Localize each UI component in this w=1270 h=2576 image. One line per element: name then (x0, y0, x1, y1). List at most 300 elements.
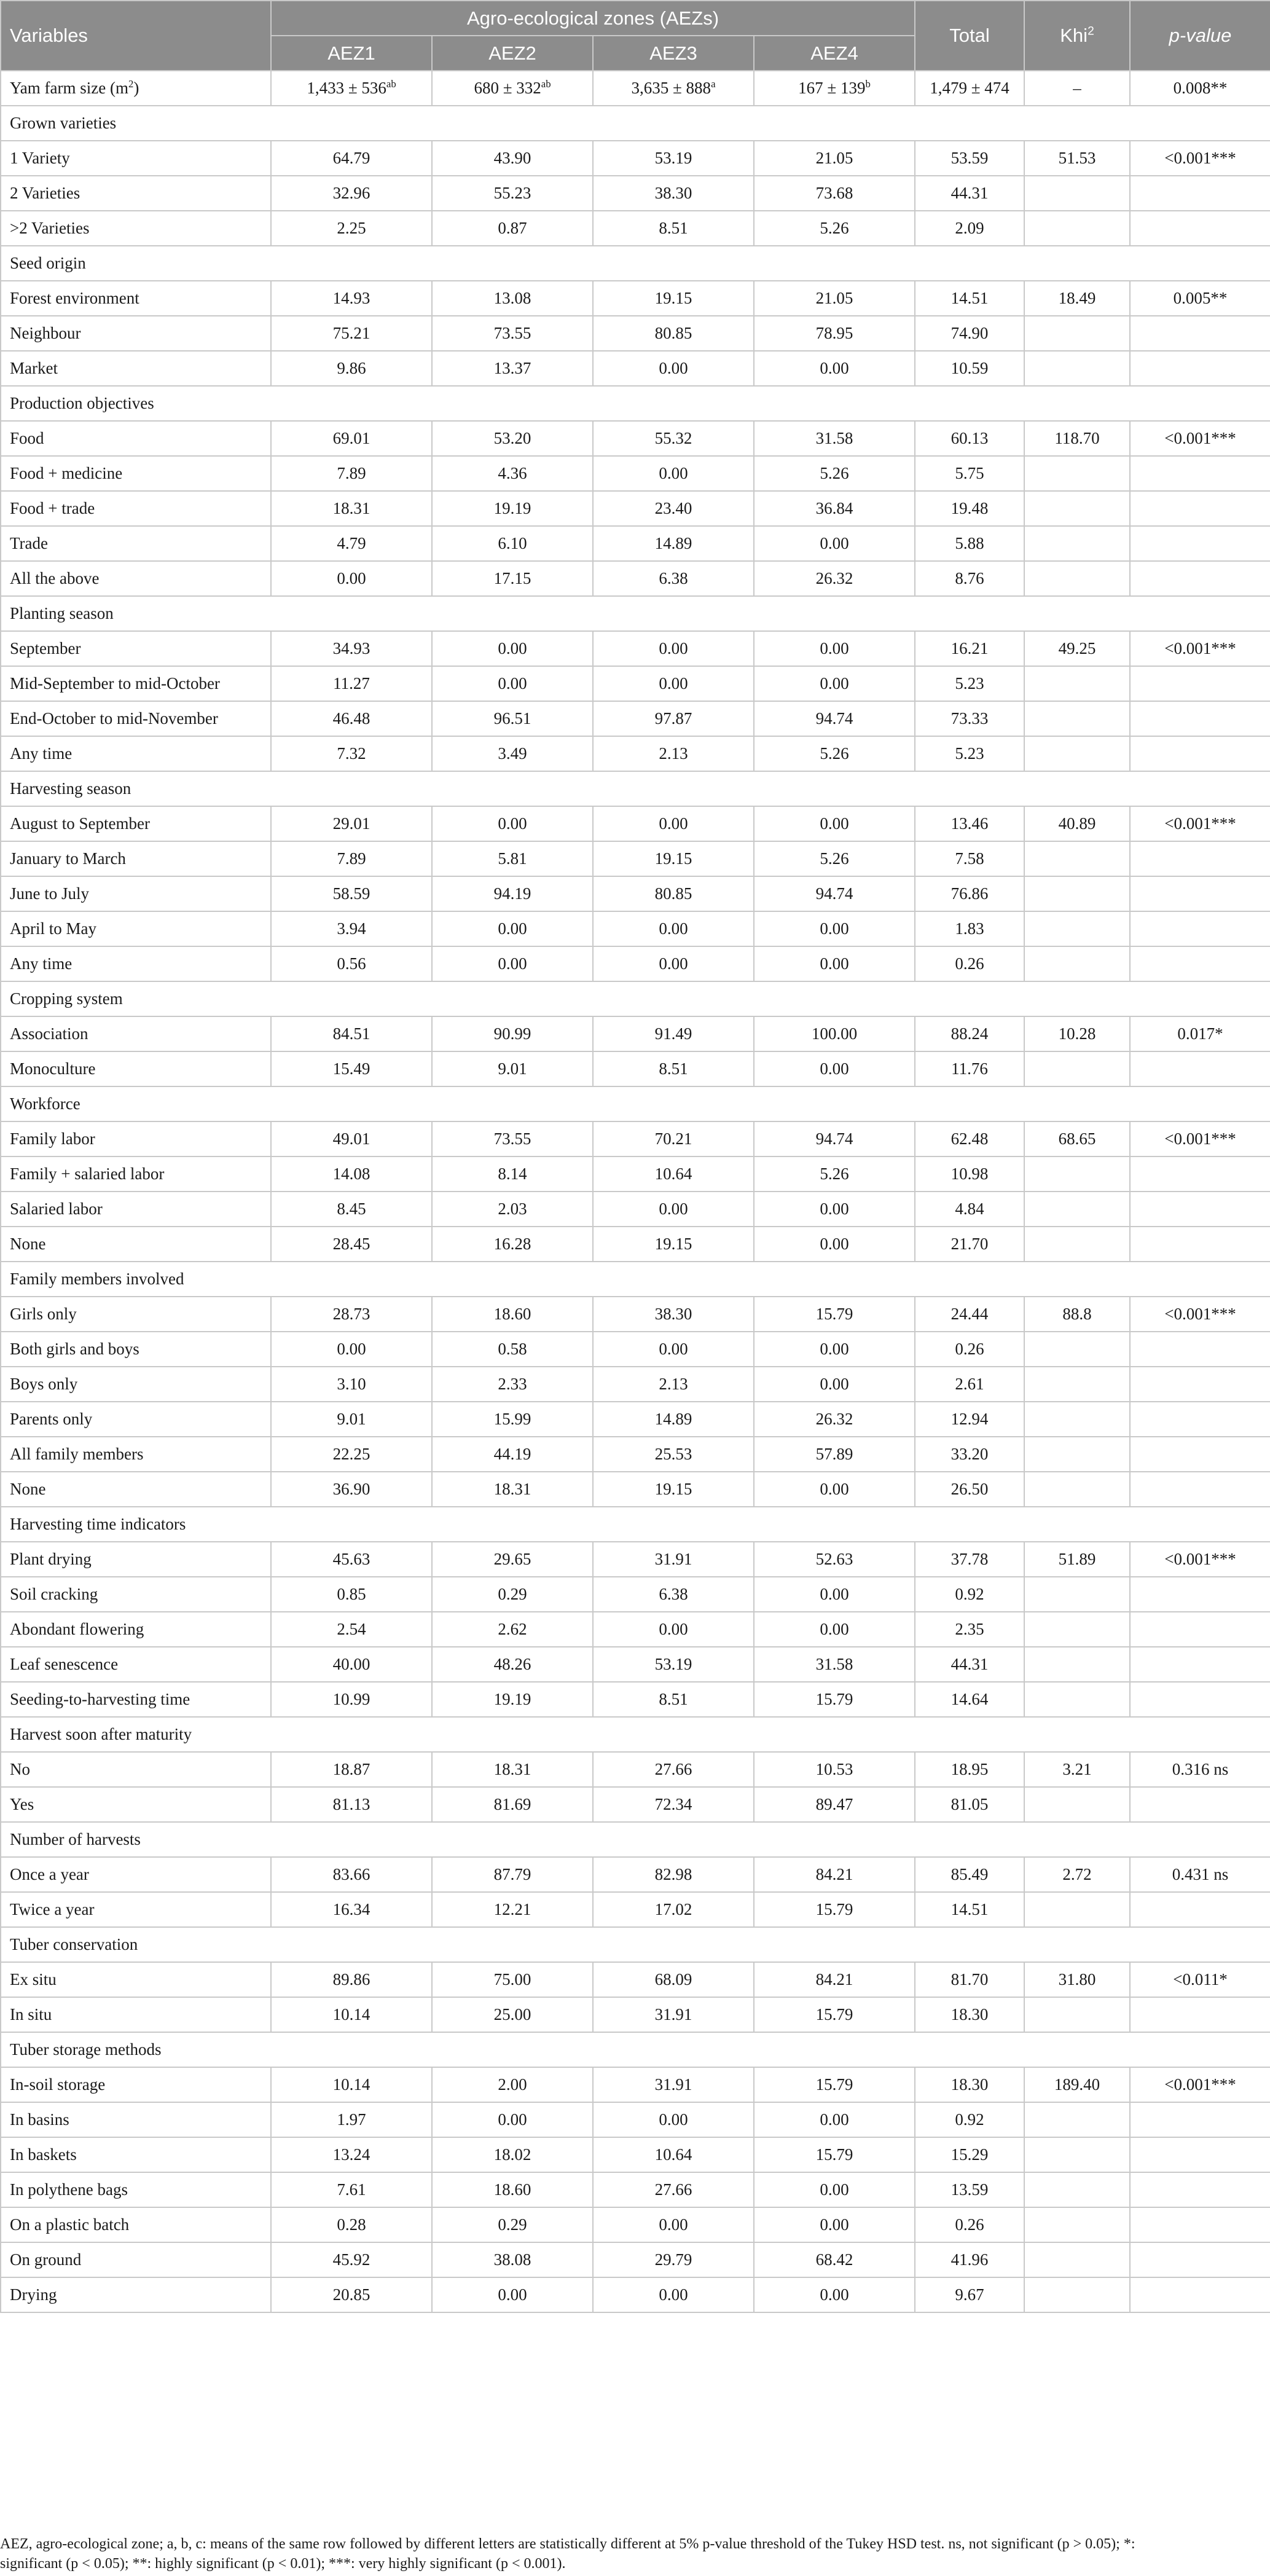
cell-aez1: 64.79 (271, 141, 432, 176)
cell-total: 0.92 (915, 2102, 1024, 2137)
row-label: Leaf senescence (1, 1647, 271, 1682)
cell-aez2: 0.00 (432, 806, 593, 841)
row-label: Boys only (1, 1367, 271, 1402)
table-row (1, 666, 1270, 701)
table-row (1, 351, 1270, 386)
cell-aez4: 21.05 (754, 281, 915, 316)
table-row (1, 1367, 1270, 1402)
cell-khi: 40.89 (1024, 806, 1130, 841)
cell-aez3: 0.00 (593, 2102, 754, 2137)
cell-aez3: 97.87 (593, 701, 754, 736)
farm-size-label-text: Yam farm size (m (10, 79, 128, 97)
cell-aez1: 8.45 (271, 1192, 432, 1227)
cell-aez2: 73.55 (432, 316, 593, 351)
row-label: Any time (1, 736, 271, 771)
cell-pvalue: 0.005** (1130, 281, 1270, 316)
cell-aez4: 0.00 (754, 666, 915, 701)
cell-aez1: 40.00 (271, 1647, 432, 1682)
row-label: Ex situ (1, 1962, 271, 1997)
cell-aez2: 44.19 (432, 1437, 593, 1472)
cell-khi (1024, 2172, 1130, 2207)
cell-total: 60.13 (915, 421, 1024, 456)
section-header-row (1, 246, 1270, 281)
cell-khi (1024, 1156, 1130, 1192)
table-row (1, 1051, 1270, 1086)
header-khi (1024, 1, 1130, 71)
table-row (1, 1297, 1270, 1332)
cell-khi (1024, 491, 1130, 526)
cell-khi (1024, 176, 1130, 211)
row-label: Neighbour (1, 316, 271, 351)
section-header-row (1, 981, 1270, 1016)
cell-total: 7.58 (915, 841, 1024, 876)
table-row (1, 1192, 1270, 1227)
cell-aez4: 26.32 (754, 1402, 915, 1437)
table-row (1, 561, 1270, 596)
cell-aez1: 81.13 (271, 1787, 432, 1822)
cell-aez2: 73.55 (432, 1121, 593, 1156)
cell-khi (1024, 1437, 1130, 1472)
cell-khi: 2.72 (1024, 1857, 1130, 1892)
cell-pvalue: 0.316 ns (1130, 1752, 1270, 1787)
row-label: On ground (1, 2242, 271, 2277)
cell-aez1: 16.34 (271, 1892, 432, 1927)
cell-khi (1024, 1787, 1130, 1822)
cell-aez1: 7.32 (271, 736, 432, 771)
farm-size-value: 167 ± 139 (798, 79, 866, 97)
cell-aez1: 0.00 (271, 1332, 432, 1367)
cell-aez3: 19.15 (593, 281, 754, 316)
cell-pvalue (1130, 1367, 1270, 1402)
khi-label: Khi (1060, 25, 1088, 46)
cell-aez4: 15.79 (754, 2137, 915, 2172)
cell-aez4: 0.00 (754, 1472, 915, 1507)
cell-aez2: 8.14 (432, 1156, 593, 1192)
cell-aez3: 0.00 (593, 456, 754, 491)
table-row (1, 211, 1270, 246)
cell-pvalue (1130, 1156, 1270, 1192)
table-row (1, 2137, 1270, 2172)
header-aez3: AEZ3 (593, 36, 754, 71)
cell-aez4: 94.74 (754, 1121, 915, 1156)
cell-aez2: 2.33 (432, 1367, 593, 1402)
cell-aez4: 0.00 (754, 911, 915, 946)
section-title: Grown varieties (1, 106, 1270, 141)
table-row (1, 1016, 1270, 1051)
cell-pvalue (1130, 316, 1270, 351)
cell-aez4: 31.58 (754, 421, 915, 456)
table-row (1, 316, 1270, 351)
farm-size-label (1, 71, 271, 106)
cell-aez3: 2.13 (593, 1367, 754, 1402)
cell-pvalue (1130, 1647, 1270, 1682)
cell-aez4: 36.84 (754, 491, 915, 526)
row-label: Market (1, 351, 271, 386)
cell-khi (1024, 1997, 1130, 2032)
row-label: Any time (1, 946, 271, 981)
cell-aez3: 70.21 (593, 1121, 754, 1156)
cell-total: 85.49 (915, 1857, 1024, 1892)
cell-aez2: 13.37 (432, 351, 593, 386)
section-title: Harvesting season (1, 771, 1270, 806)
cell-aez4: 89.47 (754, 1787, 915, 1822)
cell-khi: 31.80 (1024, 1962, 1130, 1997)
farm-size-aez2 (432, 71, 593, 106)
cell-aez1: 58.59 (271, 876, 432, 911)
cell-khi (1024, 1051, 1130, 1086)
row-label: Drying (1, 2277, 271, 2312)
section-title: Harvest soon after maturity (1, 1717, 1270, 1752)
cell-khi (1024, 561, 1130, 596)
cell-pvalue (1130, 1472, 1270, 1507)
cell-total: 5.23 (915, 736, 1024, 771)
section-header-row (1, 596, 1270, 631)
cell-aez3: 25.53 (593, 1437, 754, 1472)
cell-aez2: 2.62 (432, 1612, 593, 1647)
cell-aez2: 5.81 (432, 841, 593, 876)
cell-aez1: 11.27 (271, 666, 432, 701)
table-row (1, 806, 1270, 841)
cell-aez1: 46.48 (271, 701, 432, 736)
section-header-row (1, 1717, 1270, 1752)
cell-total: 18.30 (915, 1997, 1024, 2032)
cell-aez3: 0.00 (593, 806, 754, 841)
cell-aez3: 0.00 (593, 1332, 754, 1367)
cell-khi: 68.65 (1024, 1121, 1130, 1156)
cell-khi (1024, 1192, 1130, 1227)
table-row (1, 421, 1270, 456)
cell-aez4: 68.42 (754, 2242, 915, 2277)
cell-khi (1024, 526, 1130, 561)
cell-aez1: 18.87 (271, 1752, 432, 1787)
section-header-row (1, 2032, 1270, 2067)
cell-aez4: 84.21 (754, 1857, 915, 1892)
table-row (1, 1997, 1270, 2032)
cell-aez4: 52.63 (754, 1542, 915, 1577)
cell-aez1: 14.93 (271, 281, 432, 316)
farm-size-value: 1,433 ± 536 (307, 79, 386, 97)
cell-aez2: 81.69 (432, 1787, 593, 1822)
row-label: Food + medicine (1, 456, 271, 491)
cell-aez4: 5.26 (754, 841, 915, 876)
table-row (1, 1612, 1270, 1647)
cell-aez3: 2.13 (593, 736, 754, 771)
section-header-row (1, 106, 1270, 141)
header-total: Total (915, 1, 1024, 71)
cell-khi (1024, 1367, 1130, 1402)
farm-size-aez3 (593, 71, 754, 106)
cell-khi: 51.53 (1024, 141, 1130, 176)
cell-aez3: 14.89 (593, 1402, 754, 1437)
cell-aez4: 57.89 (754, 1437, 915, 1472)
section-header-row (1, 771, 1270, 806)
cell-aez4: 84.21 (754, 1962, 915, 1997)
footnote-line-2: significant (p < 0.05); **: highly significant (p < 0.01); ***: very highly significant (p < 0.001). (0, 2556, 566, 2572)
cell-pvalue (1130, 1332, 1270, 1367)
cell-aez1: 75.21 (271, 316, 432, 351)
cell-total: 26.50 (915, 1472, 1024, 1507)
cell-aez4: 5.26 (754, 211, 915, 246)
cell-total: 0.26 (915, 946, 1024, 981)
cell-aez1: 10.14 (271, 2067, 432, 2102)
table-body (1, 71, 1270, 2312)
farm-size-khi: – (1024, 71, 1130, 106)
cell-khi (1024, 841, 1130, 876)
cell-pvalue (1130, 561, 1270, 596)
table-row (1, 946, 1270, 981)
table-row (1, 2172, 1270, 2207)
header-aez1: AEZ1 (271, 36, 432, 71)
cell-aez1: 34.93 (271, 631, 432, 666)
cell-khi (1024, 911, 1130, 946)
table-row (1, 1472, 1270, 1507)
cell-aez2: 0.00 (432, 911, 593, 946)
farm-size-value: 3,635 ± 888 (631, 79, 711, 97)
cell-total: 44.31 (915, 1647, 1024, 1682)
table-row (1, 1332, 1270, 1367)
cell-aez4: 15.79 (754, 1892, 915, 1927)
cell-pvalue (1130, 1051, 1270, 1086)
cell-aez4: 0.00 (754, 1332, 915, 1367)
section-title: Production objectives (1, 386, 1270, 421)
cell-aez3: 68.09 (593, 1962, 754, 1997)
cell-aez2: 38.08 (432, 2242, 593, 2277)
cell-aez2: 0.00 (432, 2277, 593, 2312)
cell-aez3: 10.64 (593, 2137, 754, 2172)
cell-aez4: 0.00 (754, 2172, 915, 2207)
cell-pvalue (1130, 526, 1270, 561)
cell-total: 73.33 (915, 701, 1024, 736)
cell-total: 19.48 (915, 491, 1024, 526)
cell-aez2: 12.21 (432, 1892, 593, 1927)
cell-aez1: 0.56 (271, 946, 432, 981)
cell-aez2: 13.08 (432, 281, 593, 316)
cell-aez3: 10.64 (593, 1156, 754, 1192)
table-row (1, 876, 1270, 911)
row-label: Seeding-to-harvesting time (1, 1682, 271, 1717)
cell-khi (1024, 701, 1130, 736)
table-row (1, 841, 1270, 876)
row-label: Twice a year (1, 1892, 271, 1927)
cell-aez1: 2.54 (271, 1612, 432, 1647)
section-header-row (1, 1822, 1270, 1857)
section-header-row (1, 1927, 1270, 1962)
cell-total: 4.84 (915, 1192, 1024, 1227)
cell-aez4: 0.00 (754, 1051, 915, 1086)
cell-total: 5.23 (915, 666, 1024, 701)
footnote-line-1: AEZ, agro-ecological zone; a, b, c: means of the same row followed by different letters are statistically different at 5% p-value threshold of the Tukey HSD test. ns, not significant (p > 0.05); *: (0, 2536, 1135, 2552)
cell-pvalue (1130, 911, 1270, 946)
cell-aez1: 2.25 (271, 211, 432, 246)
cell-aez2: 25.00 (432, 1997, 593, 2032)
cell-pvalue (1130, 2207, 1270, 2242)
cell-total: 24.44 (915, 1297, 1024, 1332)
cell-aez3: 31.91 (593, 2067, 754, 2102)
table-row (1, 456, 1270, 491)
table-row (1, 1892, 1270, 1927)
cell-aez1: 7.61 (271, 2172, 432, 2207)
cell-aez3: 0.00 (593, 351, 754, 386)
cell-khi: 118.70 (1024, 421, 1130, 456)
cell-total: 2.61 (915, 1367, 1024, 1402)
row-label: Monoculture (1, 1051, 271, 1086)
cell-pvalue (1130, 176, 1270, 211)
cell-total: 2.09 (915, 211, 1024, 246)
cell-pvalue (1130, 1997, 1270, 2032)
cell-aez1: 45.63 (271, 1542, 432, 1577)
cell-aez2: 18.60 (432, 2172, 593, 2207)
table-row (1, 631, 1270, 666)
cell-khi (1024, 1647, 1130, 1682)
cell-aez3: 23.40 (593, 491, 754, 526)
farm-size-letter: b (865, 78, 871, 90)
cell-pvalue (1130, 1612, 1270, 1647)
cell-total: 13.46 (915, 806, 1024, 841)
section-title: Tuber conservation (1, 1927, 1270, 1962)
cell-aez3: 53.19 (593, 1647, 754, 1682)
row-label: In baskets (1, 2137, 271, 2172)
section-header-row (1, 1507, 1270, 1542)
cell-total: 33.20 (915, 1437, 1024, 1472)
cell-aez1: 1.97 (271, 2102, 432, 2137)
row-label: 1 Variety (1, 141, 271, 176)
table-row (1, 491, 1270, 526)
row-label: Both girls and boys (1, 1332, 271, 1367)
cell-aez3: 82.98 (593, 1857, 754, 1892)
cell-pvalue (1130, 666, 1270, 701)
cell-total: 13.59 (915, 2172, 1024, 2207)
header-pvalue: p-value (1130, 1, 1270, 71)
cell-total: 14.51 (915, 1892, 1024, 1927)
cell-aez1: 3.10 (271, 1367, 432, 1402)
table-row (1, 2207, 1270, 2242)
cell-aez4: 94.74 (754, 876, 915, 911)
cell-aez3: 72.34 (593, 1787, 754, 1822)
table-row (1, 141, 1270, 176)
cell-aez1: 7.89 (271, 456, 432, 491)
farm-size-label-end: ) (133, 79, 139, 97)
cell-aez1: 7.89 (271, 841, 432, 876)
row-label: Food + trade (1, 491, 271, 526)
row-label: Salaried labor (1, 1192, 271, 1227)
section-header-row (1, 1262, 1270, 1297)
farm-size-value: 680 ± 332 (474, 79, 541, 97)
cell-aez2: 0.00 (432, 666, 593, 701)
cell-pvalue (1130, 1787, 1270, 1822)
cell-pvalue (1130, 2172, 1270, 2207)
cell-pvalue: <0.001*** (1130, 1542, 1270, 1577)
cell-aez2: 9.01 (432, 1051, 593, 1086)
cell-khi (1024, 1612, 1130, 1647)
cell-aez2: 18.60 (432, 1297, 593, 1332)
section-title: Tuber storage methods (1, 2032, 1270, 2067)
table-row (1, 701, 1270, 736)
table-row (1, 911, 1270, 946)
cell-total: 10.98 (915, 1156, 1024, 1192)
cell-aez2: 4.36 (432, 456, 593, 491)
row-label: On a plastic batch (1, 2207, 271, 2242)
cell-khi (1024, 2207, 1130, 2242)
cell-total: 0.26 (915, 1332, 1024, 1367)
cell-pvalue: <0.001*** (1130, 806, 1270, 841)
table-row (1, 2277, 1270, 2312)
row-label: No (1, 1752, 271, 1787)
cell-khi: 49.25 (1024, 631, 1130, 666)
cell-aez3: 0.00 (593, 631, 754, 666)
cell-aez3: 0.00 (593, 946, 754, 981)
cell-khi (1024, 351, 1130, 386)
cell-aez2: 94.19 (432, 876, 593, 911)
cell-pvalue: <0.001*** (1130, 421, 1270, 456)
cell-aez1: 83.66 (271, 1857, 432, 1892)
khi-superscript: 2 (1088, 25, 1094, 38)
cell-pvalue (1130, 2137, 1270, 2172)
cell-aez1: 89.86 (271, 1962, 432, 1997)
cell-aez4: 26.32 (754, 561, 915, 596)
cell-total: 81.05 (915, 1787, 1024, 1822)
cell-aez4: 5.26 (754, 1156, 915, 1192)
cell-aez3: 53.19 (593, 141, 754, 176)
cell-pvalue (1130, 1227, 1270, 1262)
cell-aez3: 38.30 (593, 176, 754, 211)
cell-pvalue (1130, 1192, 1270, 1227)
farm-size-total: 1,479 ± 474 (915, 71, 1024, 106)
cell-aez2: 15.99 (432, 1402, 593, 1437)
cell-total: 8.76 (915, 561, 1024, 596)
cell-aez2: 3.49 (432, 736, 593, 771)
cell-aez2: 29.65 (432, 1542, 593, 1577)
cell-total: 12.94 (915, 1402, 1024, 1437)
cell-total: 14.51 (915, 281, 1024, 316)
cell-aez3: 31.91 (593, 1997, 754, 2032)
row-label: September (1, 631, 271, 666)
cell-aez3: 0.00 (593, 2207, 754, 2242)
cell-aez4: 0.00 (754, 351, 915, 386)
table-row (1, 1962, 1270, 1997)
row-label: All the above (1, 561, 271, 596)
cell-aez1: 32.96 (271, 176, 432, 211)
cell-aez4: 15.79 (754, 1997, 915, 2032)
cell-aez2: 0.00 (432, 946, 593, 981)
row-label: End-October to mid-November (1, 701, 271, 736)
cell-aez4: 0.00 (754, 1367, 915, 1402)
cell-khi (1024, 2242, 1130, 2277)
cell-aez2: 0.00 (432, 631, 593, 666)
row-label: Forest environment (1, 281, 271, 316)
cell-pvalue (1130, 946, 1270, 981)
row-label: August to September (1, 806, 271, 841)
cell-aez1: 28.73 (271, 1297, 432, 1332)
cell-aez1: 0.85 (271, 1577, 432, 1612)
header-aez4: AEZ4 (754, 36, 915, 71)
table-row (1, 1682, 1270, 1717)
row-label: Mid-September to mid-October (1, 666, 271, 701)
table-row (1, 1787, 1270, 1822)
row-label: In situ (1, 1997, 271, 2032)
cell-aez3: 0.00 (593, 2277, 754, 2312)
cell-khi (1024, 2137, 1130, 2172)
farm-size-pvalue: 0.008** (1130, 71, 1270, 106)
cell-aez4: 73.68 (754, 176, 915, 211)
cell-aez2: 96.51 (432, 701, 593, 736)
section-title: Harvesting time indicators (1, 1507, 1270, 1542)
cell-aez3: 27.66 (593, 2172, 754, 2207)
cell-aez2: 43.90 (432, 141, 593, 176)
cell-aez2: 18.31 (432, 1472, 593, 1507)
cell-aez1: 9.86 (271, 351, 432, 386)
farm-size-aez1 (271, 71, 432, 106)
cell-khi: 3.21 (1024, 1752, 1130, 1787)
